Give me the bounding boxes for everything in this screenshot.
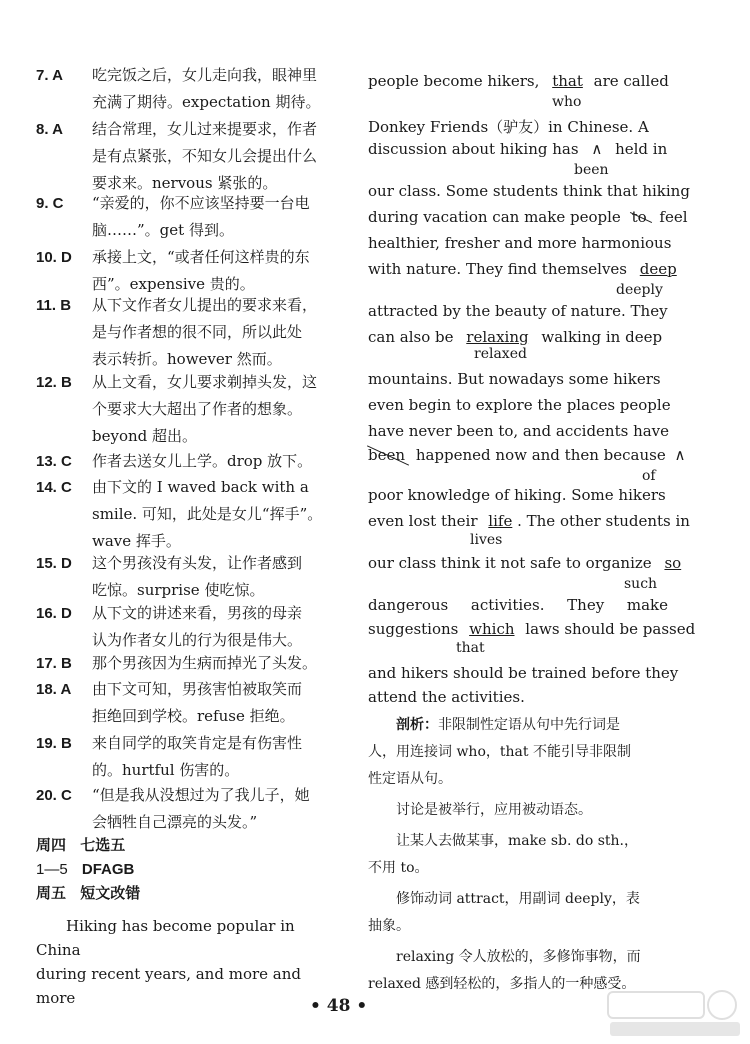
- analysis-line: 性定语从句。: [368, 771, 452, 787]
- analysis-line: 修饰动词 attract，用副词 deeply，表: [396, 891, 640, 907]
- answer-line: 由下文的 I waved back with a: [92, 478, 309, 496]
- passage-line: our class think it not safe to organize so: [368, 554, 682, 572]
- answer-line: 结合常理，女儿过来提要求，作者: [92, 120, 318, 138]
- passage-line: poor knowledge of hiking. Some hikers: [368, 486, 666, 504]
- analysis-line: 不用 to。: [368, 860, 429, 876]
- answer-line: 这个男孩没有头发，让作者感到: [92, 554, 303, 572]
- passage-left: [36, 914, 336, 1010]
- section-heading-thursday: [36, 834, 135, 858]
- answer-line: 认为作者女儿的行为很是伟大。: [92, 631, 303, 649]
- passage-line: people become hikers, that are called: [368, 72, 669, 90]
- answer-line: 承接上文，“或者任何这样贵的东: [92, 248, 310, 266]
- correction-word: of: [642, 468, 656, 484]
- answer-range: 1—5: [36, 861, 68, 878]
- page-number: • 48 •: [310, 996, 368, 1016]
- answer-line: 的。hurtful 伤害的。: [92, 761, 240, 779]
- answer-line: 来自同学的取笑肯定是有伤害性: [92, 734, 303, 752]
- answer-number: 11. B: [36, 297, 72, 314]
- answer-line: 是有点紧张，不知女儿会提出什么: [92, 147, 318, 165]
- answer-number: 10. D: [36, 249, 72, 266]
- answer-number: 15. D: [36, 555, 72, 572]
- section-title: 短文改错: [80, 885, 141, 902]
- passage-line: and hikers should be trained before they: [368, 664, 679, 682]
- answer-line: 由下文可知，男孩害怕被取笑而: [92, 680, 303, 698]
- analysis-line: relaxing 令人放松的，多修饰事物，而: [396, 949, 641, 965]
- passage-line: Hiking has become popular in China: [36, 917, 295, 959]
- passage-line: during vacation can make people to feel: [368, 208, 688, 226]
- error-word: which: [469, 620, 515, 638]
- answer-line: smile. 可知，此处是女儿“挥手”。: [92, 505, 323, 523]
- answer-line: 从上文看，女儿要求剃掉头发，这: [92, 373, 318, 391]
- answer-line: 充满了期待。expectation 期待。: [92, 93, 321, 111]
- analysis-label: 剖析：: [396, 717, 438, 733]
- answer-line: 西”。expensive 贵的。: [92, 275, 255, 293]
- answer-line: “但是我从没想过为了我儿子，她: [92, 786, 310, 804]
- passage-line: healthier, fresher and more harmonious: [368, 234, 672, 252]
- correction-word: who: [552, 94, 582, 110]
- passage-line: have never been to, and accidents have: [368, 422, 670, 440]
- answer-line: 个要求大大超出了作者的想象。: [92, 400, 303, 418]
- passage-line: our class. Some students think that hiking: [368, 182, 690, 200]
- error-word: so: [664, 554, 682, 572]
- correction-word: that: [456, 640, 485, 656]
- answer-line: 脑……”。get 得到。: [92, 221, 234, 239]
- passage-line: attend the activities.: [368, 688, 525, 706]
- analysis-line: 让某人去做某事，make sb. do sth.，: [396, 833, 639, 849]
- insert-mark: ∧: [674, 446, 686, 464]
- answer-line: 会牺牲自己漂亮的头发。”: [92, 813, 258, 831]
- correction-word: relaxed: [474, 346, 527, 362]
- answer-number: 14. C: [36, 479, 72, 496]
- answer-number: 16. D: [36, 605, 72, 622]
- section-label: 周四: [36, 837, 67, 854]
- correction-word: been: [574, 162, 609, 178]
- passage-line: attracted by the beauty of nature. They: [368, 302, 668, 320]
- error-word: that: [552, 72, 583, 90]
- section-title: 七选五: [80, 837, 126, 854]
- insert-mark: ∧: [591, 140, 603, 158]
- answer-line: 要求来。nervous 紧张的。: [92, 174, 278, 192]
- answer-line: 吃惊。surprise 使吃惊。: [92, 581, 265, 599]
- section-label: 周五: [36, 885, 67, 902]
- answer-number: 17. B: [36, 655, 72, 672]
- answer-line: 表示转折。however 然而。: [92, 350, 282, 368]
- section-answer-row: [36, 858, 144, 882]
- passage-line: with nature. They find themselves deep: [368, 260, 677, 278]
- correction-word: deeply: [616, 282, 663, 298]
- answer-number: 9. C: [36, 195, 64, 212]
- answer-number: 7. A: [36, 67, 63, 84]
- answer-number: 13. C: [36, 453, 72, 470]
- answer-line: 吃完饭之后，女儿走向我，眼神里: [92, 66, 318, 84]
- answer-number: 19. B: [36, 735, 72, 752]
- deleted-word: to: [631, 208, 647, 226]
- analysis-line: 讨论是被举行，应用被动语态。: [396, 802, 592, 818]
- answer-line: 作者去送女儿上学。drop 放下。: [92, 452, 313, 470]
- section-heading-friday: [36, 882, 150, 906]
- passage-line: dangerous activities. They make: [368, 596, 668, 614]
- answer-number: 12. B: [36, 374, 72, 391]
- answer-line: wave 挥手。: [92, 532, 181, 550]
- error-word: life: [488, 512, 513, 530]
- error-word: deep: [639, 260, 677, 278]
- passage-line: suggestions which laws should be passed: [368, 620, 696, 638]
- passage-line: Donkey Friends（驴友）in Chinese. A: [368, 118, 649, 136]
- answer-line: 从下文的讲述来看，男孩的母亲: [92, 604, 303, 622]
- analysis-line: relaxed 感到轻松的，多指人的一种感受。: [368, 976, 636, 992]
- analysis-line: 抽象。: [368, 918, 410, 934]
- passage-line: during recent years, and more and more: [36, 965, 301, 1007]
- error-word: relaxing: [466, 328, 529, 346]
- passage-line: can also be relaxing walking in deep: [368, 328, 663, 346]
- answer-line: “亲爱的，你不应该坚持要一台电: [92, 194, 310, 212]
- answer-line: 那个男孩因为生病而掉光了头发。: [92, 654, 318, 672]
- passage-line: even lost their life . The other students in: [368, 512, 690, 530]
- deleted-word: been: [368, 446, 406, 464]
- passage-line: even begin to explore the places people: [368, 396, 671, 414]
- analysis-block: [368, 712, 668, 998]
- passage-line: discussion about hiking has ∧ held in: [368, 140, 668, 158]
- answer-number: 20. C: [36, 787, 72, 804]
- answer-line: 从下文作者女儿提出的要求来看，: [92, 296, 318, 314]
- answer-line: beyond 超出。: [92, 427, 198, 445]
- answer-line: 拒绝回到学校。refuse 拒绝。: [92, 707, 295, 725]
- analysis-line: 人，用连接词 who，that 不能引导非限制: [368, 744, 631, 760]
- answer-number: 8. A: [36, 121, 63, 138]
- answer-number: 18. A: [36, 681, 72, 698]
- watermark-logo: [606, 988, 746, 1040]
- answer-line: 是与作者想的很不同，所以此处: [92, 323, 303, 341]
- correction-word: lives: [470, 532, 503, 548]
- passage-line: been happened now and then because ∧: [368, 446, 686, 464]
- answer-letters: DFAGB: [81, 861, 135, 878]
- correction-word: such: [624, 576, 658, 592]
- passage-line: mountains. But nowadays some hikers: [368, 370, 661, 388]
- analysis-line: 非限制性定语从句中先行词是: [438, 717, 620, 733]
